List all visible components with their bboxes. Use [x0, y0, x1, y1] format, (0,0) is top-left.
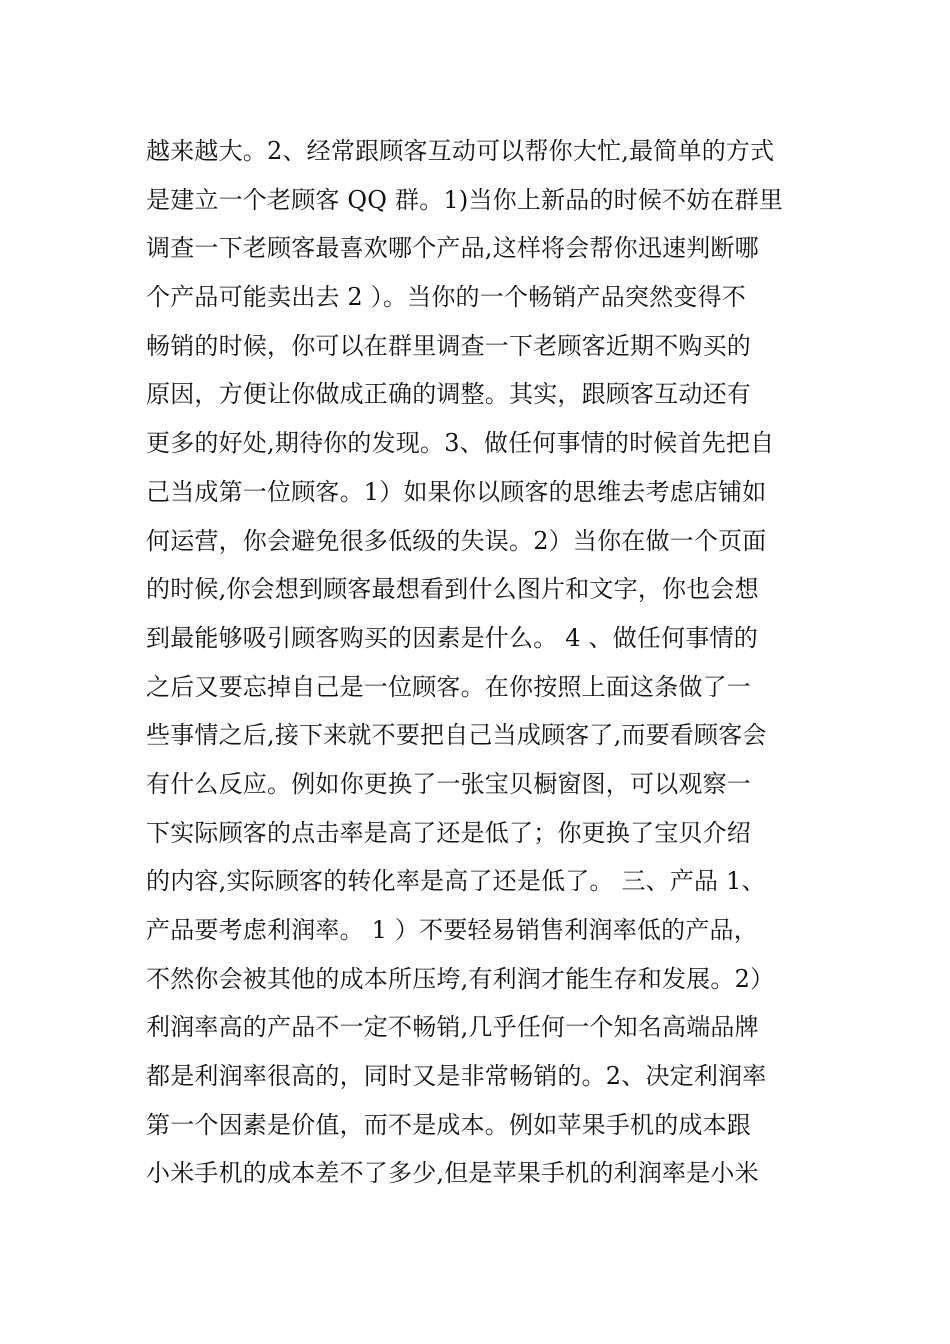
text-line: 调查一下老顾客最喜欢哪个产品,这样将会帮你迅速判断哪 [146, 234, 759, 263]
text-line: 之后又要忘掉自己是一位顾客。在你按照上面这条做了一 [146, 672, 751, 701]
text-line: 都是利润率很高的，同时又是非常畅销的。2、决定利润率 [146, 1062, 767, 1091]
text-line: 有什么反应。例如你更换了一张宝贝橱窗图，可以观察一 [146, 769, 751, 798]
text-line: 越来越大。2、经常跟顾客互动可以帮你大忙,最简单的方式 [146, 137, 775, 165]
text-line: 更多的好处,期待你的发现。3、做任何事情的时候首先把自 [146, 429, 775, 458]
text-line: 何运营，你会避免很多低级的失误。2）当你在做一个页面 [146, 526, 767, 555]
text-line: 到最能够吸引顾客购买的因素是什么。 4 、做任何事情的 [146, 623, 758, 652]
text-line: 不然你会被其他的成本所压垮,有利润才能生存和发展。2） [146, 964, 775, 993]
text-line: 些事情之后,接下来就不要把自己当成顾客了,而要看顾客会 [146, 721, 767, 750]
text-line: 的内容,实际顾客的转化率是高了还是低了。 三、产品 1、 [146, 867, 766, 896]
text-line: 个产品可能卖出去 2 ）。当你的一个畅销产品突然变得不 [146, 283, 746, 312]
text-line: 产品要考虑利润率。 1 ）不要轻易销售利润率低的产品， [146, 916, 758, 944]
body-text [146, 127, 826, 1198]
text-line: 畅销的时候，你可以在群里调查一下老顾客近期不购买的 [146, 331, 751, 360]
text-line: 己当成第一位顾客。1）如果你以顾客的思维去考虑店铺如 [146, 477, 767, 506]
text-line: 第一个因素是价值，而不是成本。例如苹果手机的成本跟 [146, 1110, 751, 1139]
text-line: 的时候,你会想到顾客最想看到什么图片和文字，你也会想 [146, 575, 759, 604]
text-line: 是建立一个老顾客 QQ 群。1)当你上新品的时候不妨在群里 [146, 185, 784, 214]
text-line: 原因，方便让你做成正确的调整。其实，跟顾客互动还有 [146, 380, 751, 409]
text-line: 利润率高的产品不一定不畅销,几乎任何一个知名高端品牌 [146, 1013, 759, 1042]
text-line: 小米手机的成本差不了多少,但是苹果手机的利润率是小米 [146, 1159, 759, 1188]
text-line: 下实际顾客的点击率是高了还是低了；你更换了宝贝介绍 [146, 818, 751, 847]
